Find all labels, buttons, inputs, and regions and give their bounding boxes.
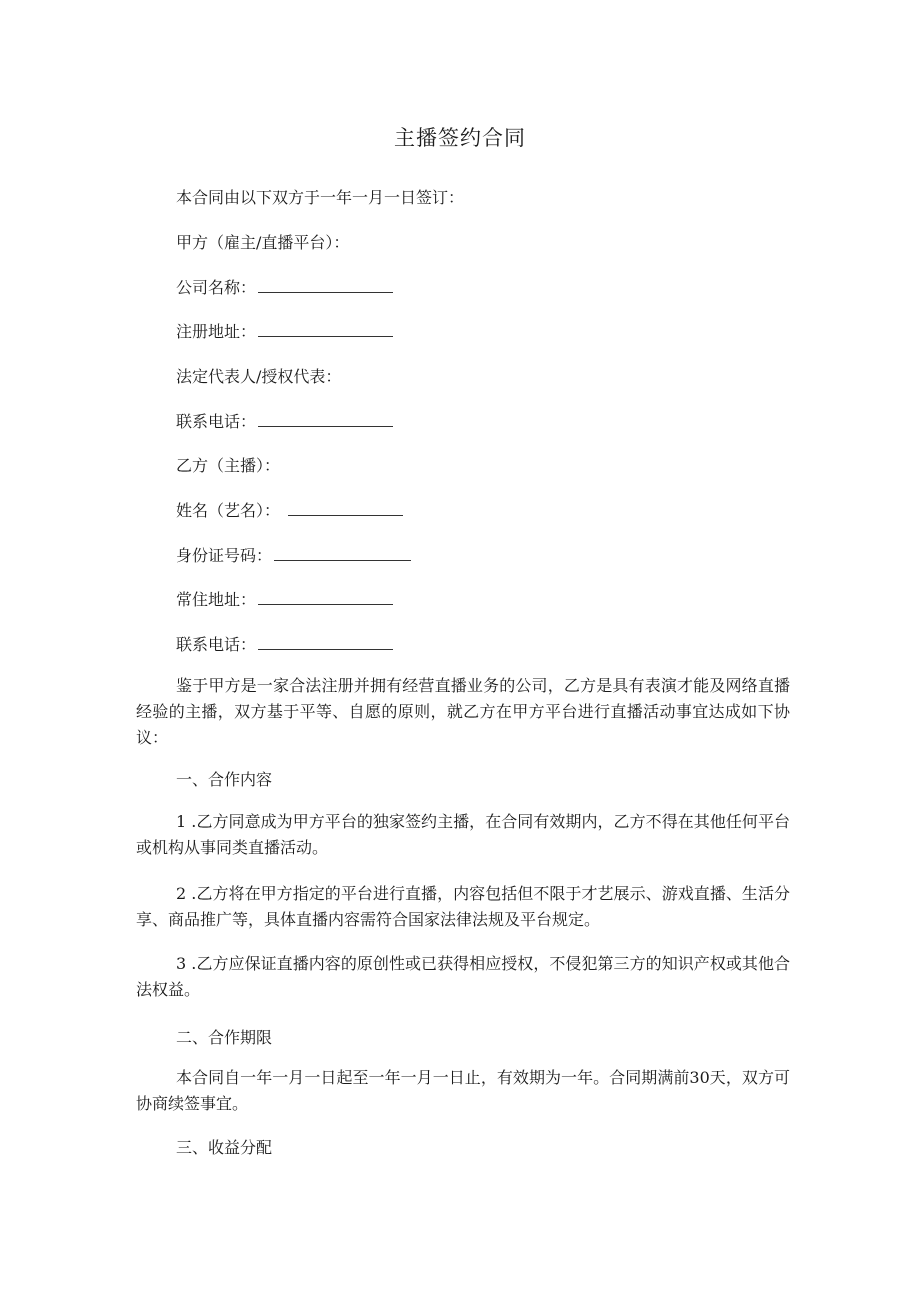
section3-heading: 三、收益分配: [176, 1138, 273, 1157]
party-a-phone-row: [176, 409, 393, 432]
preamble-paragraph: 鉴于甲方是一家合法注册并拥有经营直播业务的公司，乙方是具有表演才能及网络直播经验的主播，双方基于平等、自愿的原则，就乙方在甲方平台进行直播活动事宜达成如下协议：: [136, 676, 790, 747]
registered-address-label: 注册地址：: [176, 322, 257, 341]
section2-body: 本合同自一年一月一日起至一年一月一日止，有效期为一年。合同期满前30天，双方可协商续签事宜。: [136, 1068, 790, 1113]
document-title: 主播签约合同: [394, 126, 526, 150]
section1-item-1: 1 .乙方同意成为甲方平台的独家签约主播，在合同有效期内，乙方不得在其他任何平台或机构从事同类直播活动。: [136, 812, 790, 857]
registered-address-blank: [258, 322, 393, 337]
registered-address-row: [176, 319, 393, 342]
company-name-blank: [258, 278, 393, 293]
residence-address-blank: [258, 590, 393, 605]
id-number-row: [176, 543, 411, 566]
section1-item-2: 2 .乙方将在甲方指定的平台进行直播，内容包括但不限于才艺展示、游戏直播、生活分享、商品推广等，具体直播内容需符合国家法律法规及平台规定。: [136, 884, 790, 929]
stage-name-row: [176, 498, 403, 521]
company-name-label: 公司名称：: [176, 278, 257, 297]
party-b-heading: 乙方（主播）：: [176, 456, 281, 475]
party-a-phone-blank: [258, 412, 393, 427]
intro-line: 本合同由以下双方于一年一月一日签订：: [176, 188, 465, 207]
party-b-phone-blank: [258, 635, 393, 650]
id-number-blank: [274, 546, 411, 561]
section1-heading: 一、合作内容: [176, 770, 273, 789]
legal-rep-row: 法定代表人/授权代表：: [176, 367, 342, 386]
party-b-phone-label: 联系电话：: [176, 635, 257, 654]
residence-address-label: 常住地址：: [176, 590, 257, 609]
company-name-row: [176, 275, 393, 298]
section2-heading: 二、合作期限: [176, 1028, 273, 1047]
party-a-heading: 甲方（雇主/直播平台）：: [176, 233, 350, 252]
stage-name-label: 姓名（艺名）：: [176, 501, 281, 520]
party-a-phone-label: 联系电话：: [176, 412, 257, 431]
id-number-label: 身份证号码：: [176, 546, 273, 565]
residence-address-row: [176, 587, 393, 610]
stage-name-blank: [288, 501, 403, 516]
party-b-phone-row: [176, 632, 393, 655]
section1-item-3: 3 .乙方应保证直播内容的原创性或已获得相应授权，不侵犯第三方的知识产权或其他合法权益。: [136, 954, 790, 999]
